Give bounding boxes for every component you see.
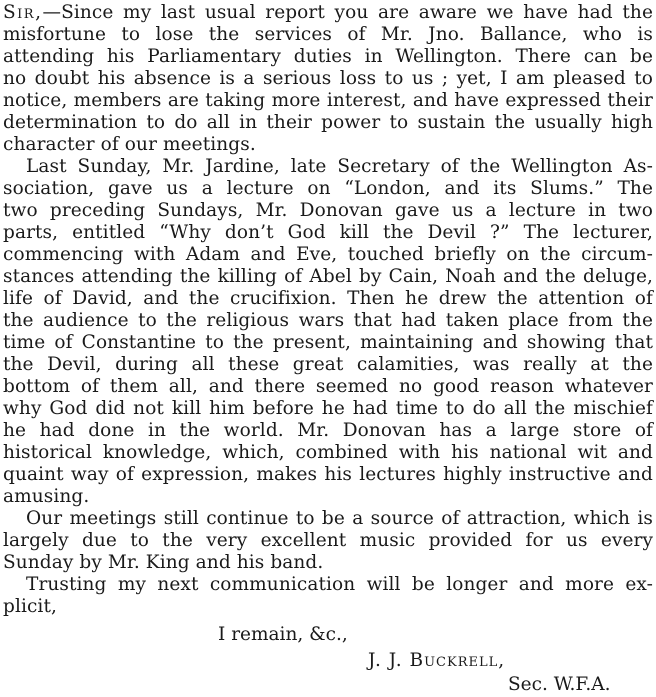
- text-line: why God did not kill him before he had time to do all the mischief: [3, 398, 653, 419]
- text-line: largely due to the very excellent music provided for us every: [3, 530, 653, 551]
- text-line: no doubt his absence is a serious loss to us ; yet, I am pleased to: [3, 68, 653, 89]
- text-line: the Devil, during all these great calamities, was really at the: [3, 354, 653, 375]
- signer-title: Sec. W.F.A.: [508, 674, 611, 695]
- text-line: notice, members are taking more interest, and have expressed their: [3, 90, 653, 111]
- text-line: determination to do all in their power to sustain the usually high: [3, 112, 653, 133]
- text-line: attending his Parliamentary duties in Wellington. There can be: [3, 46, 653, 67]
- salutation: Sir,: [3, 2, 43, 23]
- text-line: quaint way of expression, makes his lectures highly instructive and: [3, 464, 653, 485]
- text-line: life of David, and the crucifixion. Then he drew the attention of: [3, 288, 653, 309]
- text-line: historical knowledge, which, combined with his national wit and: [3, 442, 653, 463]
- text-line: character of our meetings.: [3, 134, 256, 155]
- text-line: he had done in the world. Mr. Donovan has a large store of: [3, 420, 653, 441]
- text-line: two preceding Sundays, Mr. Donovan gave us a lecture in two: [3, 200, 653, 221]
- text-line: Sir,—Since my last usual report you are aware we have had the: [3, 2, 653, 23]
- signature: J. J. Buckrell,: [368, 650, 506, 671]
- text-line: commencing with Adam and Eve, touched briefly on the circum-: [3, 244, 653, 265]
- text-line: plicit,: [3, 596, 57, 617]
- text-line: parts, entitled “Why don’t God kill the Devil ?” The lecturer,: [3, 222, 653, 243]
- text-line: Sunday by Mr. King and his band.: [3, 552, 324, 573]
- closing: I remain, &c.,: [218, 624, 348, 645]
- text-line: Last Sunday, Mr. Jardine, late Secretary of the Wellington As-: [26, 156, 653, 177]
- text-line: sociation, gave us a lecture on “London, and its Slums.” The: [3, 178, 653, 199]
- text-line: misfortune to lose the services of Mr. Jno. Ballance, who is: [3, 24, 653, 45]
- text-line: time of Constantine to the present, maintaining and showing that: [3, 332, 653, 353]
- text-line: Our meetings still continue to be a source of attraction, which is: [26, 508, 653, 529]
- text-line: amusing.: [3, 486, 90, 507]
- text-line: Trusting my next communication will be longer and more ex-: [26, 574, 653, 595]
- text-line: stances attending the killing of Abel by Cain, Noah and the deluge,: [3, 266, 653, 287]
- text-line: bottom of them all, and there seemed no good reason whatever: [3, 376, 653, 397]
- text-line: the audience to the religious wars that had taken place from the: [3, 310, 653, 331]
